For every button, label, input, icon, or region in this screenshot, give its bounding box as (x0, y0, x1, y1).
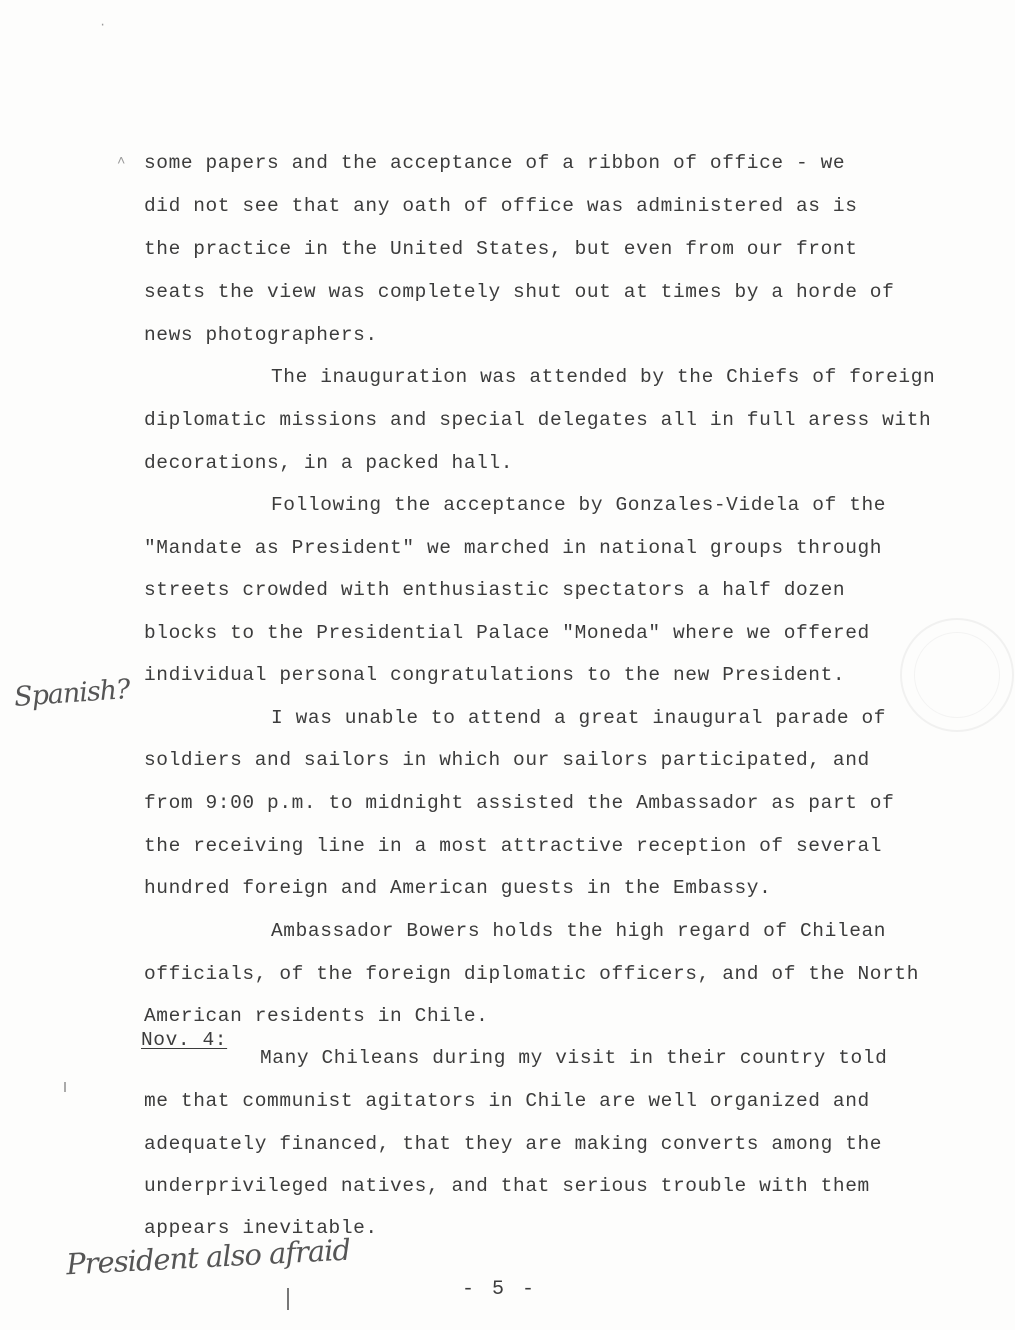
margin-mark: ˄ (117, 154, 126, 170)
text-line: Many Chileans during my visit in their country told (260, 1047, 888, 1069)
text-line: me that communist agitators in Chile are well organized and (144, 1090, 870, 1112)
date-heading: Nov. 4: (141, 1029, 228, 1051)
speck-mark: · (99, 18, 107, 32)
text-line: individual personal congratulations to the new President. (144, 664, 846, 686)
text-line: diplomatic missions and special delegates all in full aress with (144, 409, 932, 431)
text-line: blocks to the Presidential Palace "Moneda" where we offered (144, 622, 870, 644)
page-number: - 5 - (462, 1278, 538, 1301)
handwritten-margin-note: Spanish? (13, 674, 131, 713)
text-line: streets crowded with enthusiastic spectators a half dozen (144, 579, 846, 601)
text-line: Ambassador Bowers holds the high regard of Chilean (271, 920, 887, 942)
faint-stamp (900, 618, 1014, 732)
text-line: underprivileged natives, and that serious trouble with them (144, 1175, 870, 1197)
text-line: did not see that any oath of office was administered as is (144, 195, 858, 217)
text-line: the practice in the United States, but even from our front (144, 238, 858, 260)
text-line: adequately financed, that they are making converts among the (144, 1133, 883, 1155)
text-line: appears inevitable. (144, 1217, 378, 1239)
text-line: The inauguration was attended by the Chiefs of foreign (271, 366, 936, 388)
text-line: news photographers. (144, 324, 378, 346)
text-line: I was unable to attend a great inaugural parade of (271, 707, 887, 729)
text-line: Following the acceptance by Gonzales-Videla of the (271, 494, 887, 516)
stamp-inner-ring (914, 632, 1000, 718)
text-line: seats the view was completely shut out at times by a horde of (144, 281, 895, 303)
text-line: American residents in Chile. (144, 1005, 489, 1027)
text-line: the receiving line in a most attractive reception of several (144, 835, 883, 857)
text-line: soldiers and sailors in which our sailors participated, and (144, 749, 870, 771)
text-line: "Mandate as President" we marched in national groups through (144, 537, 883, 559)
handwritten-bottom-note: President also afraid (65, 1232, 351, 1282)
text-line: some papers and the acceptance of a ribbon of office - we (144, 152, 846, 174)
text-line: hundred foreign and American guests in the Embassy. (144, 877, 772, 899)
margin-mark (64, 1082, 66, 1092)
text-line: officials, of the foreign diplomatic officers, and of the North (144, 963, 920, 985)
text-line: from 9:00 p.m. to midnight assisted the Ambassador as part of (144, 792, 895, 814)
text-line: decorations, in a packed hall. (144, 452, 514, 474)
pen-stroke (287, 1288, 289, 1310)
